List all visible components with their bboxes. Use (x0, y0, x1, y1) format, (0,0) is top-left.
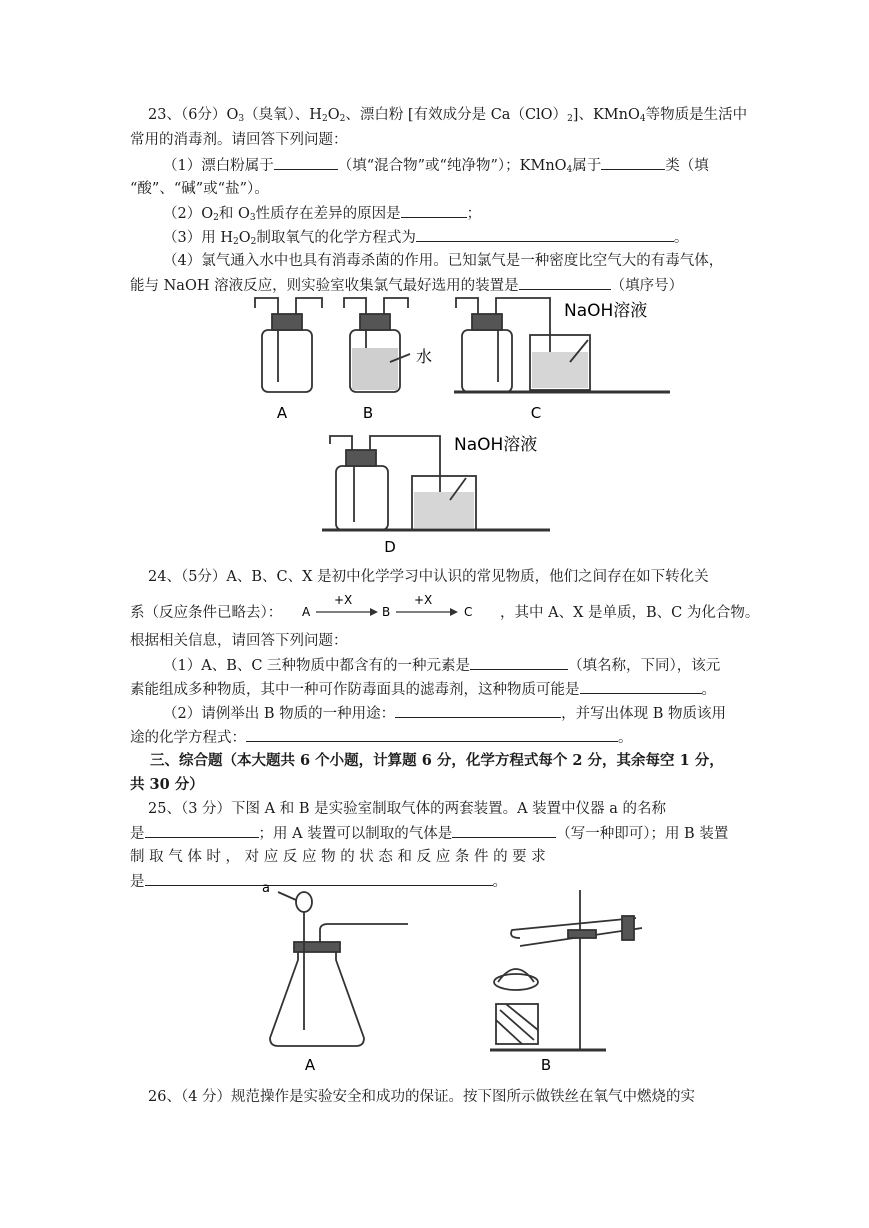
label-a: A (276, 404, 288, 422)
scheme-a: A (302, 605, 311, 619)
section-3-heading: 三、综合题（本大题共 6 个小题，计算题 6 分，化学方程式每个 2 分，其余每空 1 分， (150, 752, 724, 769)
apparatus-a (255, 298, 322, 392)
q23-part3: （3）用 $H_2O_2$制取氧气的化学方程式为 。 (163, 227, 688, 248)
label-b: B (362, 404, 374, 422)
answer-blank-kmno4-class[interactable] (601, 155, 665, 170)
q24-line-1: 24、（5分）A、B、C、X 是初中化学学习中认识的常见物质，他们之间存在如下转化关 (148, 569, 709, 585)
q25-line-4: 是 。 (130, 871, 507, 892)
q23-head: 23、（6分） (148, 107, 227, 123)
label-instrument-a: a (262, 881, 270, 896)
q23-line-2: 常用的消毒剂。请回答下列问题： (130, 132, 348, 148)
q23-part4-cont: 能与 NaOH 溶液反应，则实验室收集氯气最好选用的装置是 （填序号） (130, 275, 683, 296)
answer-blank-b-use[interactable] (395, 703, 561, 718)
q23-part4: （4）氯气通入水中也具有消毒杀菌的作用。已知氯气是一种密度比空气大的有毒气体， (163, 253, 724, 269)
q25-line-1: 25、（3 分）下图 A 和 B 是实验室制取气体的两套装置。A 装置中仪器 a 的名称 (148, 801, 667, 817)
answer-blank-instrument-a[interactable] (145, 823, 259, 838)
apparatus-a-flask (270, 892, 408, 1046)
answer-blank-b-equation[interactable] (246, 727, 618, 742)
q23-part1-cont: “酸”、“碱”或“盐”）。 (130, 181, 269, 197)
answer-blank-common-element[interactable] (470, 655, 568, 670)
section-3-heading-cont: 共 30 分） (130, 776, 204, 793)
scheme-b: B (382, 605, 391, 619)
reaction-scheme (298, 588, 498, 624)
answer-blank-o2-o3-reason[interactable] (401, 203, 467, 218)
label-naoh-c: NaOH溶液 (564, 301, 648, 321)
label-naoh-d: NaOH溶液 (454, 435, 538, 455)
label-d: D (384, 538, 396, 556)
q23-apparatus-figure (240, 290, 720, 560)
q24-line-3: 根据相关信息，请回答下列问题： (130, 633, 348, 649)
apparatus-b (344, 298, 410, 392)
q25-line-2: 是 ；用 A 装置可以制取的气体是 （写一种即可）；用 B 装置 (130, 823, 728, 844)
label-water: 水 (416, 347, 433, 366)
q23-line-1: 23、（6分）$O_3$（臭氧）、$H_2O_2$、漂白粉 [有效成分是 $Ca(ClO)_2$]、KMnO$_4$等物质是生活中 (148, 107, 748, 124)
q25-line-3: 制 取 气 体 时 ， 对 应 反 应 物 的 状 态 和 反 应 条 件 的 要 求 (130, 849, 546, 865)
q24-part1-cont: 素能组成多种物质，其中一种可作防毒面具的滤毒剂，这种物质可能是 。 (130, 679, 716, 700)
label-c: C (530, 404, 542, 422)
q25-apparatus-figure (250, 880, 670, 1080)
q26-line-1: 26、（4 分）规范操作是实验安全和成功的保证。按下图所示做铁丝在氧气中燃烧的实 (148, 1089, 696, 1105)
scheme-plus-x-2: +X (414, 593, 433, 607)
q24-line-2: 系（反应条件已略去）： (130, 605, 283, 621)
q23-part2: $(2)O_2$和 $O_3$性质存在差异的原因是 ； (163, 203, 481, 224)
answer-blank-gas-a[interactable] (452, 823, 556, 838)
label-b: B (540, 1056, 552, 1074)
apparatus-b-stand (490, 890, 642, 1050)
q24-part2: （2）请例举出 B 物质的一种用途： ，并写出体现 B 物质该用 (163, 703, 726, 724)
answer-blank-bleach-type[interactable] (274, 155, 338, 170)
answer-blank-chlorine-apparatus[interactable] (519, 275, 611, 290)
q24-part2-cont: 途的化学方程式： 。 (130, 727, 633, 748)
label-a: A (304, 1056, 316, 1074)
scheme-plus-x-1: +X (334, 593, 353, 607)
answer-blank-filter-substance[interactable] (580, 679, 702, 694)
q24-part1: （1）A、B、C 三种物质中都含有的一种元素是 （填名称，下同），该元 (163, 655, 720, 676)
scheme-c: C (464, 605, 473, 619)
q23-part1: （1）漂白粉属于 （填“混合物”或“纯净物”）；KMnO$_4$属于 类（填 (163, 155, 709, 176)
q24-line-2-tail: ，其中 A、X 是单质，B、C 为化合物。 (500, 605, 760, 621)
answer-blank-h2o2-equation[interactable] (416, 227, 674, 242)
